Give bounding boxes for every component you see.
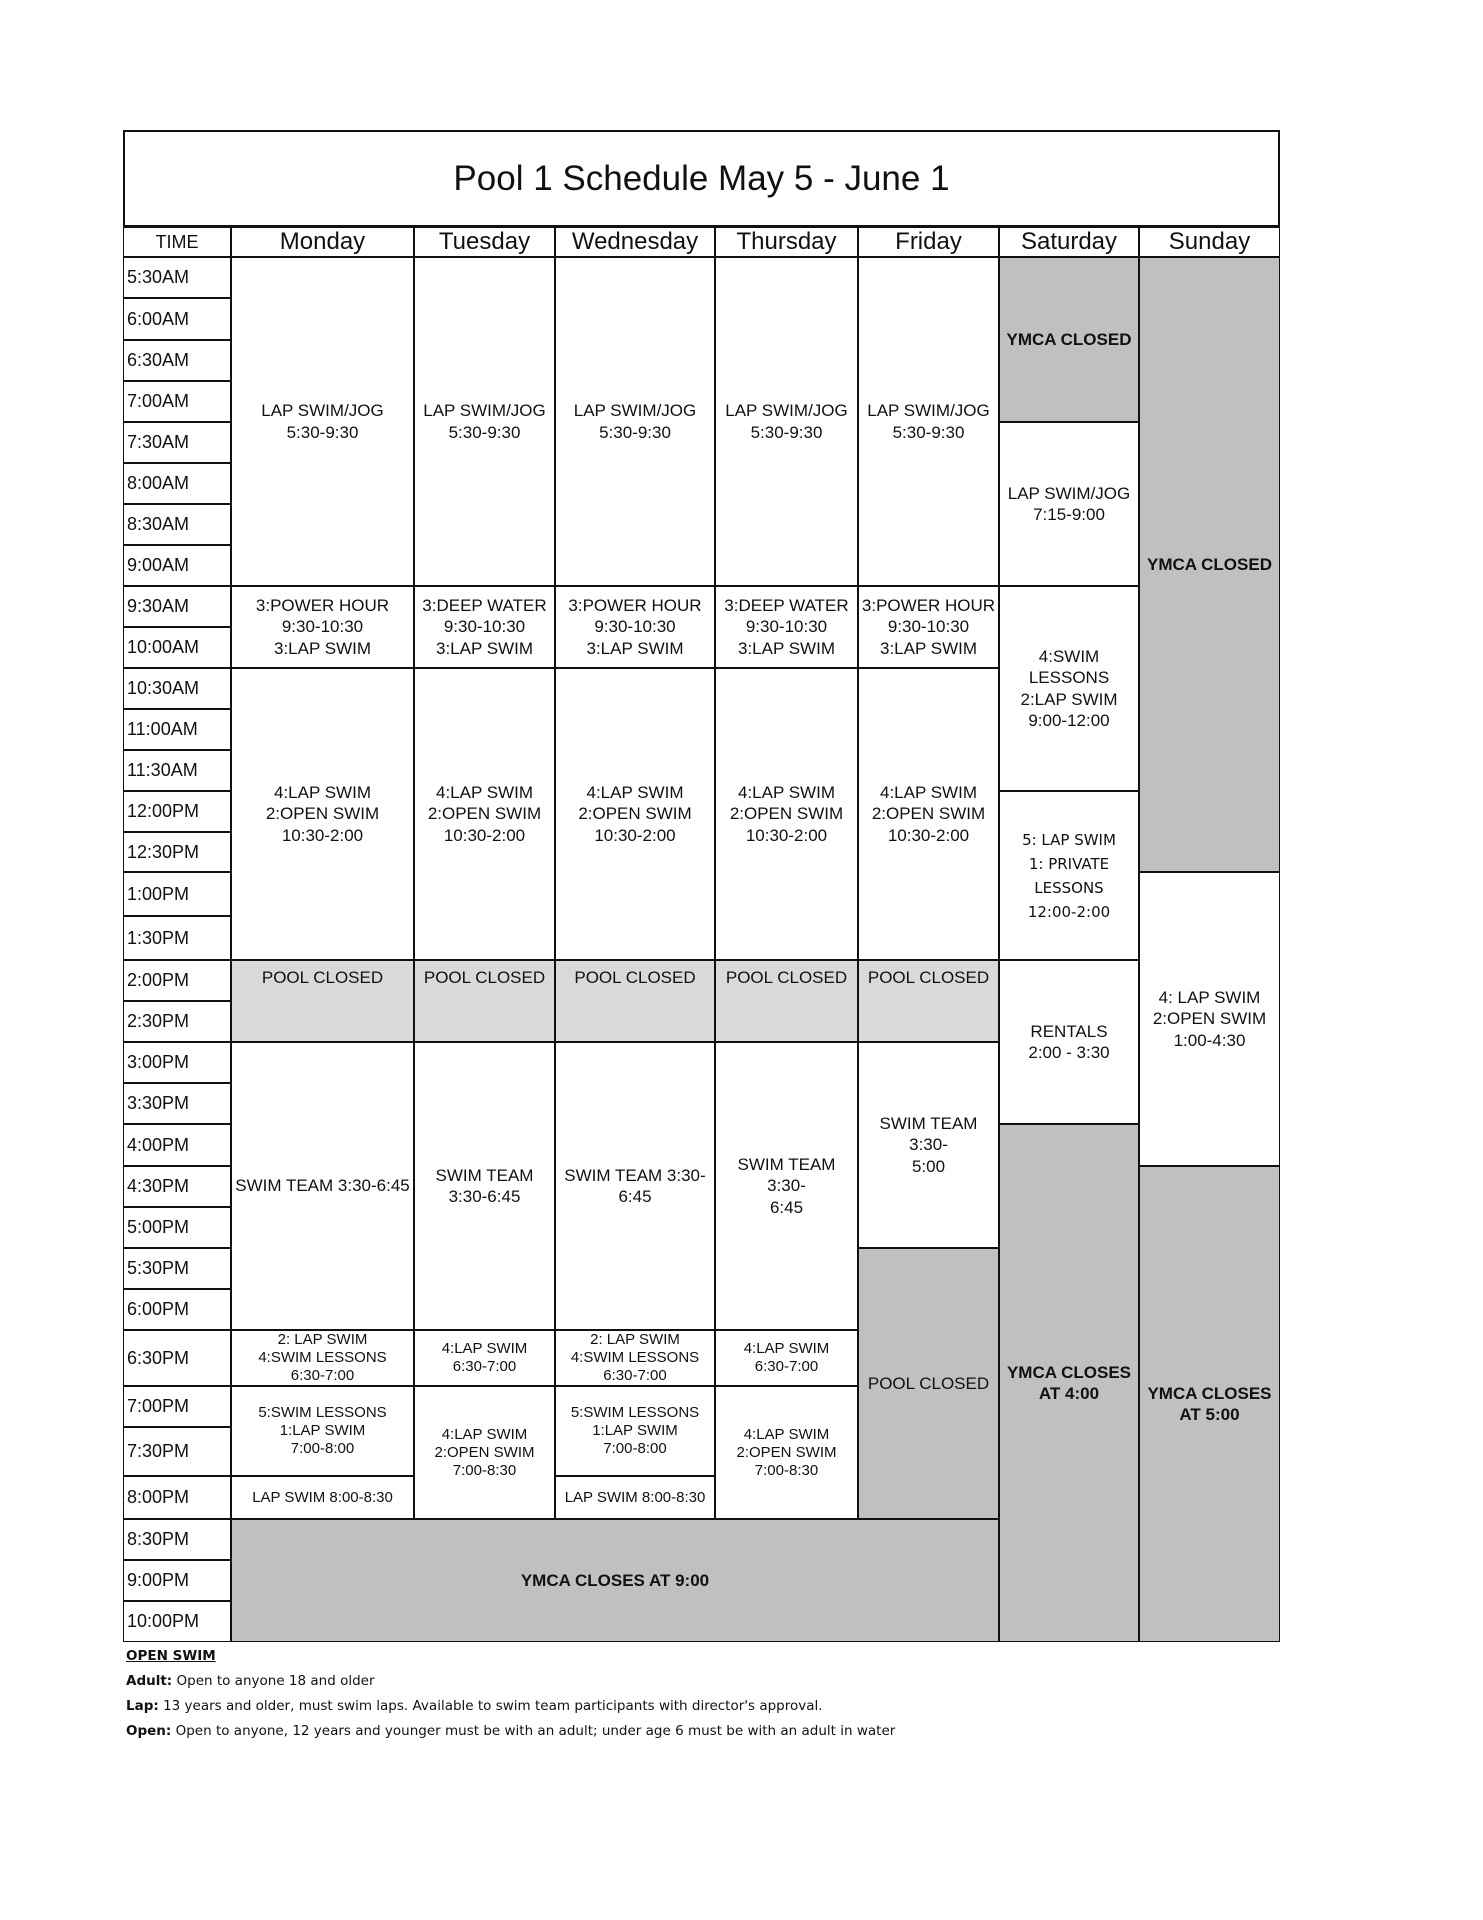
notes-heading: OPEN SWIM xyxy=(126,1648,216,1664)
schedule-block: SWIM TEAM 3:30-6:45 xyxy=(231,1042,414,1330)
schedule-block: POOL CLOSED xyxy=(414,960,555,1042)
schedule-block: 4:LAP SWIM 2:OPEN SWIM 7:00-8:30 xyxy=(715,1386,858,1519)
time-slot: 4:30PM xyxy=(123,1166,231,1207)
schedule-block: YMCA CLOSES AT 5:00 xyxy=(1139,1166,1280,1642)
schedule-block: RENTALS 2:00 - 3:30 xyxy=(999,960,1139,1124)
schedule-block: SWIM TEAM 3:30-6:45 xyxy=(414,1042,555,1330)
schedule-block: 5: LAP SWIM 1: PRIVATE LESSONS 12:00-2:00 xyxy=(999,791,1139,960)
schedule-block: 4:LAP SWIM 2:OPEN SWIM 7:00-8:30 xyxy=(414,1386,555,1519)
schedule-block: LAP SWIM/JOG 5:30-9:30 xyxy=(715,257,858,586)
schedule-block: 3:DEEP WATER 9:30-10:30 3:LAP SWIM xyxy=(414,586,555,668)
day-header-friday: Friday xyxy=(858,227,999,257)
schedule-block: 4:LAP SWIM 6:30-7:00 xyxy=(715,1330,858,1386)
time-slot: 6:30AM xyxy=(123,340,231,381)
schedule-block: POOL CLOSED xyxy=(858,1248,999,1519)
note-label: Adult: xyxy=(126,1673,173,1689)
schedule-table xyxy=(123,130,1280,1642)
schedule-block: YMCA CLOSES AT 4:00 xyxy=(999,1124,1139,1642)
schedule-block: POOL CLOSED xyxy=(555,960,715,1042)
time-slot: 2:30PM xyxy=(123,1001,231,1042)
time-slot: 6:00AM xyxy=(123,298,231,340)
time-slot: 2:00PM xyxy=(123,960,231,1001)
time-slot: 7:30AM xyxy=(123,422,231,463)
note-line-adult xyxy=(126,1673,895,1689)
note-line-lap xyxy=(126,1698,895,1714)
schedule-block: 2: LAP SWIM 4:SWIM LESSONS 6:30-7:00 xyxy=(555,1330,715,1386)
day-header-sunday: Sunday xyxy=(1139,227,1280,257)
time-slot: 10:00AM xyxy=(123,627,231,668)
time-slot: 7:30PM xyxy=(123,1427,231,1476)
schedule-block: 5:SWIM LESSONS 1:LAP SWIM 7:00-8:00 xyxy=(231,1386,414,1476)
schedule-block: 4:LAP SWIM 2:OPEN SWIM 10:30-2:00 xyxy=(858,668,999,960)
schedule-block: SWIM TEAM 3:30- 6:45 xyxy=(555,1042,715,1330)
schedule-block: 4:SWIM LESSONS 2:LAP SWIM 9:00-12:00 xyxy=(999,586,1139,791)
time-slot: 1:00PM xyxy=(123,872,231,916)
time-slot: 9:00PM xyxy=(123,1560,231,1601)
time-column-header: TIME xyxy=(123,227,231,257)
time-slot: 8:30PM xyxy=(123,1519,231,1560)
schedule-block: YMCA CLOSED xyxy=(999,257,1139,422)
time-slot: 11:00AM xyxy=(123,709,231,750)
schedule-block: 4:LAP SWIM 6:30-7:00 xyxy=(414,1330,555,1386)
note-text: Open to anyone, 12 years and younger must be with an adult; under age 6 must be with an adult in water xyxy=(171,1723,896,1739)
note-label: Open: xyxy=(126,1723,172,1739)
time-slot: 9:00AM xyxy=(123,545,231,586)
time-slot: 4:00PM xyxy=(123,1124,231,1166)
schedule-block: 3:DEEP WATER 9:30-10:30 3:LAP SWIM xyxy=(715,586,858,668)
note-label: Lap: xyxy=(126,1698,159,1714)
schedule-block: LAP SWIM/JOG 7:15-9:00 xyxy=(999,422,1139,586)
time-slot: 12:30PM xyxy=(123,832,231,872)
schedule-block: LAP SWIM/JOG 5:30-9:30 xyxy=(858,257,999,586)
day-header-thursday: Thursday xyxy=(715,227,858,257)
time-slot: 8:00AM xyxy=(123,463,231,504)
time-slot: 6:30PM xyxy=(123,1330,231,1386)
time-slot: 10:00PM xyxy=(123,1601,231,1642)
time-slot: 8:00PM xyxy=(123,1476,231,1519)
time-slot: 3:30PM xyxy=(123,1083,231,1124)
schedule-block: YMCA CLOSES AT 9:00 xyxy=(231,1519,999,1642)
time-slot: 5:30AM xyxy=(123,257,231,298)
schedule-block: LAP SWIM/JOG 5:30-9:30 xyxy=(555,257,715,586)
time-slot: 3:00PM xyxy=(123,1042,231,1083)
day-header-tuesday: Tuesday xyxy=(414,227,555,257)
schedule-block: POOL CLOSED xyxy=(858,960,999,1042)
time-slot: 9:30AM xyxy=(123,586,231,627)
schedule-block: 3:POWER HOUR 9:30-10:30 3:LAP SWIM xyxy=(231,586,414,668)
time-slot: 12:00PM xyxy=(123,791,231,832)
day-header-wednesday: Wednesday xyxy=(555,227,715,257)
schedule-block: 4:LAP SWIM 2:OPEN SWIM 10:30-2:00 xyxy=(555,668,715,960)
note-line-open xyxy=(126,1723,895,1739)
schedule-block: POOL CLOSED xyxy=(231,960,414,1042)
note-text: 13 years and older, must swim laps. Available to swim team participants with director's approval. xyxy=(158,1698,823,1714)
time-slot: 6:00PM xyxy=(123,1289,231,1330)
time-slot: 1:30PM xyxy=(123,916,231,960)
time-slot: 8:30AM xyxy=(123,504,231,545)
day-header-saturday: Saturday xyxy=(999,227,1139,257)
schedule-block: LAP SWIM 8:00-8:30 xyxy=(555,1476,715,1519)
schedule-block: 3:POWER HOUR 9:30-10:30 3:LAP SWIM xyxy=(858,586,999,668)
schedule-block: 5:SWIM LESSONS 1:LAP SWIM 7:00-8:00 xyxy=(555,1386,715,1476)
time-slot: 10:30AM xyxy=(123,668,231,709)
time-slot: 5:00PM xyxy=(123,1207,231,1248)
schedule-block: LAP SWIM 8:00-8:30 xyxy=(231,1476,414,1519)
time-slot: 7:00PM xyxy=(123,1386,231,1427)
schedule-block: 4:LAP SWIM 2:OPEN SWIM 10:30-2:00 xyxy=(715,668,858,960)
schedule-title: Pool 1 Schedule May 5 - June 1 xyxy=(123,130,1280,227)
schedule-block: 4: LAP SWIM 2:OPEN SWIM 1:00-4:30 xyxy=(1139,872,1280,1166)
time-slot: 5:30PM xyxy=(123,1248,231,1289)
day-header-monday: Monday xyxy=(231,227,414,257)
time-slot: 7:00AM xyxy=(123,381,231,422)
notes-section xyxy=(126,1648,895,1748)
schedule-block: YMCA CLOSED xyxy=(1139,257,1280,872)
schedule-block: 4:LAP SWIM 2:OPEN SWIM 10:30-2:00 xyxy=(231,668,414,960)
schedule-block: LAP SWIM/JOG 5:30-9:30 xyxy=(414,257,555,586)
schedule-block: 2: LAP SWIM 4:SWIM LESSONS 6:30-7:00 xyxy=(231,1330,414,1386)
schedule-block: 4:LAP SWIM 2:OPEN SWIM 10:30-2:00 xyxy=(414,668,555,960)
time-slot: 11:30AM xyxy=(123,750,231,791)
note-text: Open to anyone 18 and older xyxy=(172,1673,375,1689)
schedule-block: SWIM TEAM 3:30- 5:00 xyxy=(858,1042,999,1248)
schedule-block: POOL CLOSED xyxy=(715,960,858,1042)
schedule-block: LAP SWIM/JOG 5:30-9:30 xyxy=(231,257,414,586)
schedule-block: SWIM TEAM 3:30- 6:45 xyxy=(715,1042,858,1330)
schedule-block: 3:POWER HOUR 9:30-10:30 3:LAP SWIM xyxy=(555,586,715,668)
